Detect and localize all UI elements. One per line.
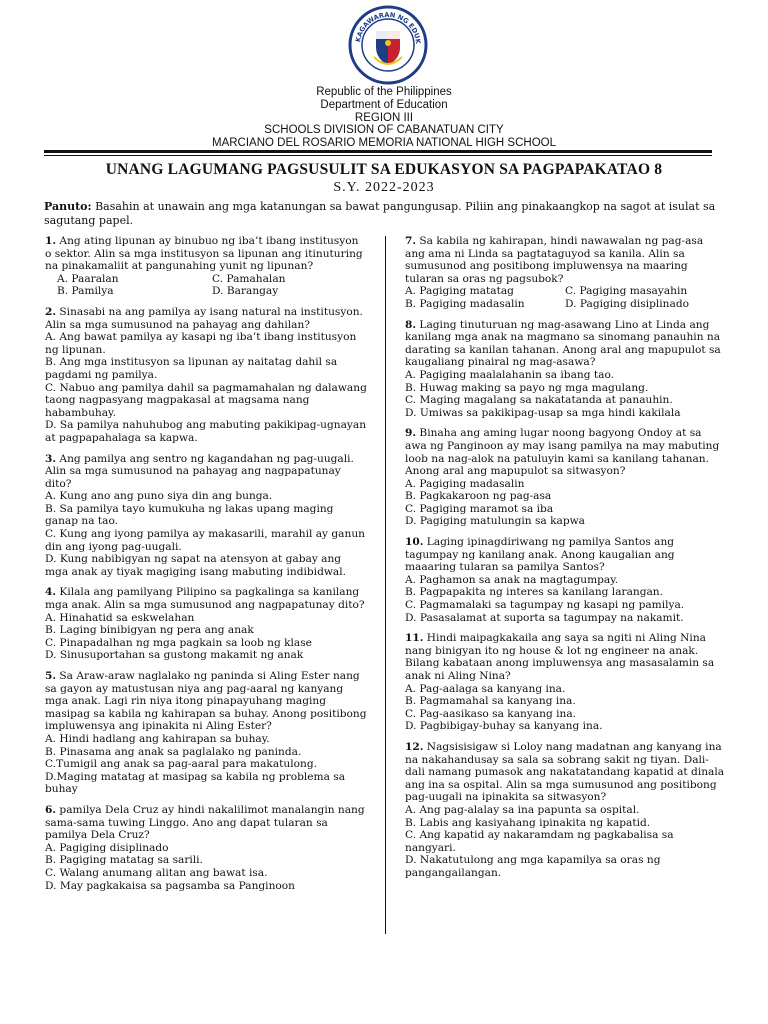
choice: B. Pagiging madasalin <box>405 297 525 310</box>
choice: B. Huwag making sa payo ng mga magulang. <box>405 381 649 394</box>
choice: D. Kung nabibigyan ng sapat na atensyon at gabay ang mga anak ay tiyak magiging isang mabuting indibidwal. <box>45 553 346 578</box>
choice: D. Barangay <box>212 285 279 298</box>
choice: D. Pagbibigay-buhay sa kanyang ina. <box>405 720 603 733</box>
question-3: 3. Ang pamilya ang sentro ng kagandahan ng pag-uugali. Alin sa mga sumusunod na pahayag ang nagpapatunay dito? A. Kung ano ang puno siya din ang bunga. B. Sa pamilya tayo kumukuha ng lakas upang maging ganap na tao. C. Kung ang iyong pamilya ay makasarili, marahil ay ganun din ang iyong pag-uugali. D. Kung nabibigyan ng sapat na atensyon at gabay ang mga anak ay tiyak magiging isang mabuting indibidwal. <box>45 453 367 579</box>
header-line-deped: Department of Education <box>320 98 448 111</box>
choice: A. Ang pag-alalay sa ina papunta sa ospital. <box>405 803 640 816</box>
choice: B. Pagpapakita ng interes sa kanilang larangan. <box>405 586 663 599</box>
question-1-choices <box>45 273 367 298</box>
question-2: 2. Sinasabi na ang pamilya ay isang natural na institusyon. Alin sa mga sumusunod na pahayag ang dahilan? A. Ang bawat pamilya ay kasapi ng iba’t ibang institusyon ng lipunan. B. Ang mga institusyon sa lipunan ay naitatag dahil sa pagdami ng pamilya. C. Nabuo ang pamilya dahil sa pagmamahalan ng dalawang taong nagpasyang magpakasal at magsama nang habambuhay. D. Sa pamilya nahuhubog ang mabuting pakikipag-ugnayan at pagpapahalaga sa kapwa. <box>45 305 367 444</box>
choice: A. Paaralan <box>57 272 119 285</box>
choice: A. Pag-aalaga sa kanyang ina. <box>405 682 566 695</box>
choice: A. Hindi hadlang ang kahirapan sa buhay. <box>45 732 270 745</box>
seal-text: KAGAWARAN NG EDUK <box>354 10 423 45</box>
choice: D. Pasasalamat at suporta sa tagumpay na nakamit. <box>405 611 684 624</box>
choice: A. Pagiging maalalahanin sa ibang tao. <box>405 368 614 381</box>
choice: C. Ang kapatid ay nakaramdam ng pagkabalisa sa nangyari. <box>405 829 674 854</box>
header-line-division: SCHOOLS DIVISION OF CABANATUAN CITY <box>264 124 504 137</box>
instructions <box>44 200 724 228</box>
question-8: 8. Laging tinuturuan ng mag-asawang Lino at Linda ang kanilang mga anak na magmano sa sinomang panauhin na darating sa kanilan tahanan. Anong aral ang mapupulot sa kaugaliang pinairal ng mag-asawa? A. Pagiging maalalahanin sa ibang tao. B. Huwag making sa payo ng mga magulang. C. Maging magalang sa nakatatanda at panauhin. D. Umiwas sa pakikipag-usap sa mga hindi kakilala <box>405 319 725 420</box>
choice: C. Pag-aasikaso sa kanyang ina. <box>405 707 577 720</box>
choice: C.Tumigil ang anak sa pag-aaral para makatulong. <box>45 758 317 771</box>
header-rule-thin <box>44 155 712 156</box>
choice: A. Pagiging madasalin <box>405 477 525 490</box>
choice: B. Pagmamahal sa kanyang ina. <box>405 695 576 708</box>
choice: D. May pagkakaisa sa pagsamba sa Panginoon <box>45 879 295 892</box>
school-year: S.Y. 2022-2023 <box>333 180 435 195</box>
question-9: 9. Binaha ang aming lugar noong bagyong Ondoy at sa awa ng Panginoon ay may isang pamilya na may mabuting loob na nag-alok na patuluyin kami sa kanilang tahanan. Anong aral ang mapupulot sa sitwasyon? A. Pagiging madasalin B. Pagkakaroon ng pag-asa C. Pagiging maramot sa iba D. Pagiging matulungin sa kapwa <box>405 427 725 528</box>
header-line-region: REGION III <box>354 111 414 124</box>
question-12: 12. Nagsisisigaw si Loloy nang madatnan ang kanyang ina na nakahandusay sa sala sa sobrang sakit ng tiyan. Dali-dali namang pumasok ang nakatatandang kapatid at dinala ang ina sa ospital. Alin sa mga sumusunod ang positibong pag-uugali na ipinakita sa sitwasyon? A. Ang pag-alalay sa ina papunta sa ospital. B. Labis ang kasiyahang ipinakita ng kapatid. C. Ang kapatid ay nakaramdam ng pagkabalisa sa nangyari. D. Nakatutulong ang mga kapamilya sa oras ng pangangailangan. <box>405 740 725 879</box>
choice: A. Pagiging matatag <box>405 285 514 298</box>
question-1: 1. Ang ating lipunan ay binubuo ng iba’t ibang institusyon o sektor. Alin sa mga institusyon sa lipunan ang itinuturing na pinakamaliit at pangunahing yunit ng lipunan? A. Paaralan C. Pamahalan B. Pamilya D. Barangay <box>45 235 367 298</box>
header-line-republic: Republic of the Philippines <box>316 86 452 98</box>
choice: A. Pagiging disiplinado <box>45 841 169 854</box>
choice: B. Pagiging matatag sa sarili. <box>45 854 203 867</box>
choice: A. Hinahatid sa eskwelahan <box>45 611 195 624</box>
choice: B. Pagkakaroon ng pag-asa <box>405 490 552 503</box>
choice: C. Pamahalan <box>212 272 286 285</box>
choice: D. Sinusuportahan sa gustong makamit ng anak <box>45 649 304 662</box>
choice: B. Pinasama ang anak sa paglalako ng paninda. <box>45 745 302 758</box>
deped-seal <box>348 5 428 85</box>
choice: B. Labis ang kasiyahang ipinakita ng kapatid. <box>405 816 651 829</box>
question-10: 10. Laging ipinagdiriwang ng pamilya Santos ang tagumpay ng kanilang anak. Anong kaugalian ang maaaring tularan sa pamilya Santos? A. Paghamon sa anak na magtagumpay. B. Pagpapakita ng interes sa kanilang larangan. C. Pagmamalaki sa tagumpay ng kasapi ng pamilya. D. Pasasalamat at suporta sa tagumpay na nakamit. <box>405 536 725 624</box>
school-header <box>0 86 768 150</box>
choice: C. Nabuo ang pamilya dahil sa pagmamahalan ng dalawang taong nagpasyang magpakasal at magsama nang habambuhay. <box>45 381 367 419</box>
instructions-label: Panuto: <box>44 200 92 213</box>
choice: D. Nakatutulong ang mga kapamilya sa oras ng pangangailangan. <box>405 854 661 879</box>
choice: D. Umiwas sa pakikipag-usap sa mga hindi kakilala <box>405 406 681 419</box>
choice: C. Pagmamalaki sa tagumpay ng kasapi ng pamilya. <box>405 599 685 612</box>
question-4: 4. Kilala ang pamilyang Pilipino sa pagkalinga sa kanilang mga anak. Alin sa mga sumusunod ang nagpapatunay dito? A. Hinahatid sa eskwelahan B. Laging binibigyan ng pera ang anak C. Pinapadalhan ng mga pagkain sa loob ng klase D. Sinusuportahan sa gustong makamit ng anak <box>45 586 367 662</box>
choice: B. Pamilya <box>57 285 114 298</box>
choice: D. Sa pamilya nahuhubog ang mabuting pakikipag-ugnayan at pagpapahalaga sa kapwa. <box>45 419 367 444</box>
choice: C. Pagiging maramot sa iba <box>405 502 554 515</box>
choice: B. Ang mga institusyon sa lipunan ay naitatag dahil sa pagdami ng pamilya. <box>45 356 338 381</box>
header-rule-thick <box>44 150 712 153</box>
choice: C. Pinapadalhan ng mga pagkain sa loob ng klase <box>45 636 312 649</box>
choice: B. Laging binibigyan ng pera ang anak <box>45 624 254 637</box>
choice: A. Ang bawat pamilya ay kasapi ng iba’t ibang institusyon ng lipunan. <box>45 331 357 356</box>
choice: C. Maging magalang sa nakatatanda at panauhin. <box>405 394 673 407</box>
choice: D. Pagiging disiplinado <box>565 297 689 310</box>
choice: D.Maging matatag at masipag sa kabila ng problema sa buhay <box>45 770 346 796</box>
header-line-school: MARCIANO DEL ROSARIO MEMORIA NATIONAL HIGH SCHOOL <box>212 137 556 150</box>
column-divider <box>385 236 386 934</box>
question-5: 5. Sa Araw-araw naglalako ng paninda si Aling Ester nang sa gayon ay matustusan niya ang pag-aaral ng kanyang mga anak. Lagi rin niya itong pinapayuhang maging masipag sa kabila ng kahirapan sa buhay. Anong positibong impluwensya ang ipinakita ni Aling Ester? A. Hindi hadlang ang kahirapan sa buhay. B. Pinasama ang anak sa paglalako ng paninda. C.Tumigil ang anak sa pag-aaral para makatulong. D.Maging matatag at masipag sa kabila ng problema sa buhay <box>45 670 367 796</box>
choice: A. Kung ano ang puno siya din ang bunga. <box>45 490 273 503</box>
instructions-text: Basahin at unawain ang mga katanungan sa bawat pangungusap. Piliin ang pinakaangkop na sagot at isulat sa sagutang papel. <box>44 200 716 227</box>
left-column <box>45 235 367 892</box>
question-7-choices <box>405 285 725 310</box>
choice: C. Walang anumang alitan ang bawat isa. <box>45 866 268 879</box>
choice: C. Pagiging masayahin <box>565 285 688 298</box>
exam-title: UNANG LAGUMANG PAGSUSULIT SA EDUKASYON SA PAGPAPAKATAO 8 <box>105 161 663 178</box>
question-11: 11. Hindi maipagkakaila ang saya sa ngiti ni Aling Nina nang binigyan ito ng house & lot ng engineer na anak. Bilang kabataan anong impluwensya ang masasalamin sa anak ni Aling Nina? A. Pag-aalaga sa kanyang ina. B. Pagmamahal sa kanyang ina. C. Pag-aasikaso sa kanyang ina. D. Pagbibigay-buhay sa kanyang ina. <box>405 632 725 733</box>
choice: A. Paghamon sa anak na magtagumpay. <box>405 573 619 586</box>
question-6: 6. pamilya Dela Cruz ay hindi nakalilimot manalangin nang sama-sama tuwing Linggo. Ano ang dapat tularan sa pamilya Dela Cruz? A. Pagiging disiplinado B. Pagiging matatag sa sarili. C. Walang anumang alitan ang bawat isa. D. May pagkakaisa sa pagsamba sa Panginoon <box>45 804 367 892</box>
choice: D. Pagiging matulungin sa kapwa <box>405 515 585 528</box>
choice: C. Kung ang iyong pamilya ay makasarili, marahil ay ganun din ang iyong pag-uugali. <box>45 528 365 553</box>
choice: B. Sa pamilya tayo kumukuha ng lakas upang maging ganap na tao. <box>45 502 334 528</box>
question-7: 7. Sa kabila ng kahirapan, hindi nawawalan ng pag-asa ang ama ni Linda sa pagtataguyod sa kanila. Alin sa sumusunod ang positibong impluwensya na maaring tularan sa oras ng pagsubok? A. Pagiging matatag C. Pagiging masayahin B. Pagiging madasalin D. Pagiging disiplinado <box>405 235 725 311</box>
right-column <box>405 235 725 880</box>
